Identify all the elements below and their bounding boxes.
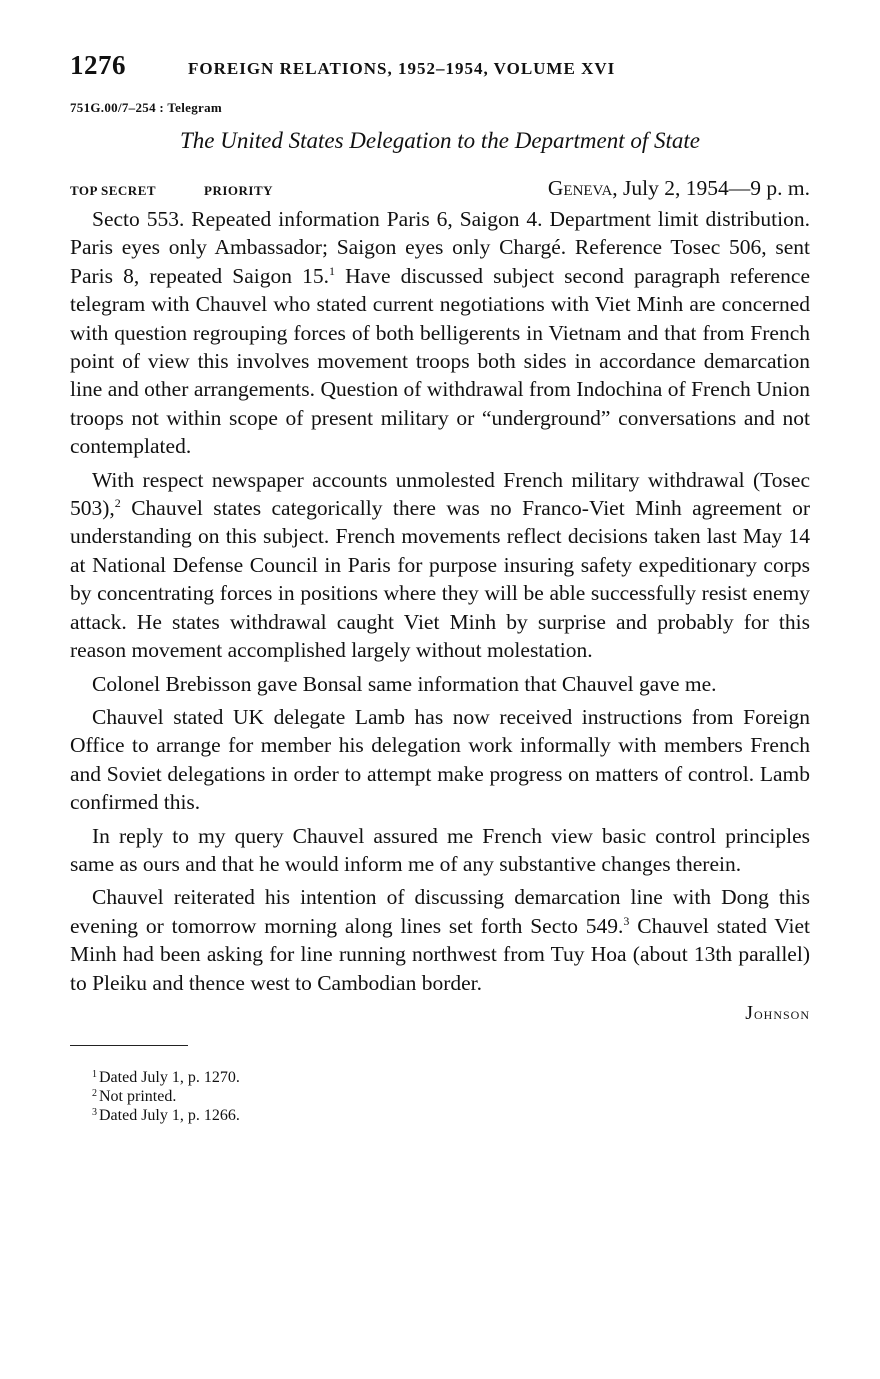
signature: Johnson <box>745 1001 810 1024</box>
footnote-marker: 2 <box>92 1087 97 1099</box>
place: Geneva <box>547 176 613 200</box>
body-paragraph: Secto 553. Repeated information Paris 6, Saigon 4. Department limit distribution. Paris eyes only Ambassador; Saigon eyes only Chargé. Reference Tosec 506, sent Paris 8, repeated Saigon 15.$^1$ Have discussed subject second paragraph reference telegram with Chauvel who stated current negotiations with Viet Minh are concerned with question regrouping forces of both belligerents in Vietnam and that from French point of view this involves movement troops both sides in accordance demarcation line and other arrangements. Question of withdrawal from Indochina of French Union troops not within scope of present military or “underground” conversations and not contemplated. <box>70 207 811 459</box>
document-page <box>70 50 810 1125</box>
footnote-divider <box>70 1045 188 1046</box>
footnote <box>92 1087 810 1106</box>
file-reference: 751G.00/7–254 : Telegram <box>70 100 222 115</box>
body-paragraph: With respect newspaper accounts unmolested French military withdrawal (Tosec 503),$^2$ Chauvel states categorically there was no Franco-Viet Minh agreement or understanding on this subject. French movements reflect decisions taken last May 14 at National Defense Council in Paris for purpose insuring safety expeditionary corps by concentrating forces in positions where they will be able successfully resist enemy attack. He states withdrawal caught Viet Minh by surprise and probably for this reason movement accomplished largely without molestation. <box>70 467 810 663</box>
place-and-date <box>548 176 810 201</box>
body-paragraph: Chauvel stated UK delegate Lamb has now received instructions from Foreign Office to arrange for member his delegation work informally with members French and Soviet delegations in order to attempt make progress on matters of control. Lamb confirmed this. <box>70 704 810 815</box>
precedence-marking: PRIORITY <box>204 183 274 198</box>
footnote-marker: 1 <box>92 1068 97 1080</box>
footnote-ref-3[interactable]: 3 <box>623 913 630 928</box>
footnote-ref-1[interactable]: 1 <box>329 263 336 278</box>
footnote-marker: 3 <box>92 1106 97 1118</box>
body-paragraph: Colonel Brebisson gave Bonsal same information that Chauvel gave me. <box>92 671 717 696</box>
dateline <box>70 176 810 201</box>
footnote-text: Dated July 1, p. 1266. <box>99 1106 240 1124</box>
page-number: 1276 <box>70 50 126 80</box>
footnote-text: Dated July 1, p. 1270. <box>99 1068 240 1086</box>
running-title: FOREIGN RELATIONS, 1952–1954, VOLUME XVI <box>188 59 616 78</box>
footnotes <box>92 1068 810 1125</box>
footnote-text: Not printed. <box>99 1087 177 1105</box>
body-paragraph: In reply to my query Chauvel assured me French view basic control principles same as ours and that he would inform me of any substantive changes therein. <box>70 823 810 876</box>
telegram-body <box>70 205 810 997</box>
footnote <box>92 1068 810 1087</box>
date: , July 2, 1954—9 p. m. <box>612 176 810 200</box>
footnote <box>92 1106 810 1125</box>
classification-marking: TOP SECRET <box>70 183 157 198</box>
document-title: The United States Delegation to the Department of State <box>180 128 700 153</box>
body-paragraph: Chauvel reiterated his intention of discussing demarcation line with Dong this evening or tomorrow morning along lines set forth Secto 549.$^3$ Chauvel stated Viet Minh had been asking for line running northwest from Tuy Hoa (about 13th parallel) to Pleiku and thence west to Cambodian border. <box>70 885 810 995</box>
footnote-ref-2[interactable]: 2 <box>114 496 121 511</box>
running-header <box>70 50 810 86</box>
